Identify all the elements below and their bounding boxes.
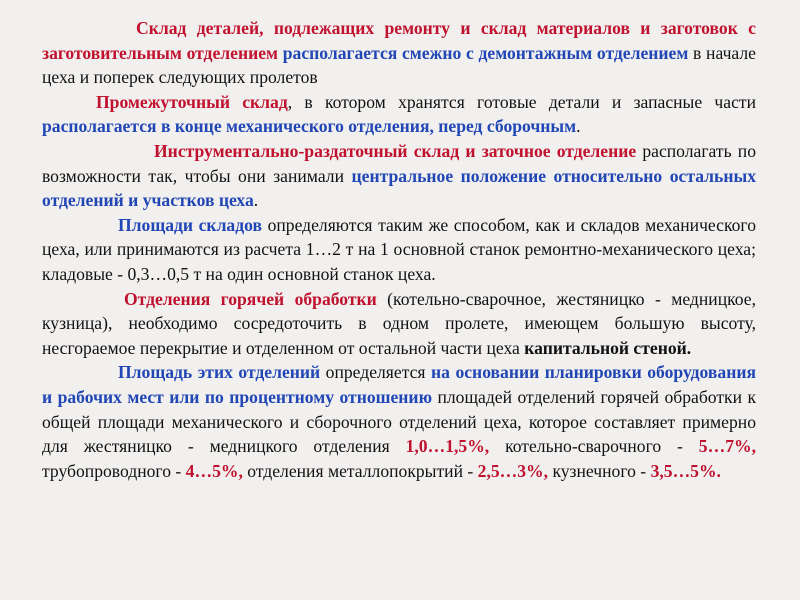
run-3-1: Инструментально-раздаточный склад и заточное отделение: [154, 140, 637, 161]
run-5-3: капитальной стеной.: [524, 337, 692, 358]
run-6-4: площадей отделений горячей обработки к общей площади механического и сборочного отделений цеха, которое составляет примерно для жестяницко - медницкого отделения: [42, 386, 756, 457]
paragraph-1: [42, 16, 756, 90]
run-2-2: , в котором хранятся готовые детали и запасные части: [287, 91, 757, 112]
run-4-2: определяются таким же способом, как и складов механического цеха, или принимаются из расчета 1…2 т на 1 основной станок ремонтно-механического цеха; кладовые - 0,3…0,5 т на один основной станок цеха.: [42, 214, 757, 284]
run-3-4: .: [253, 190, 259, 211]
run-1-1: Склад деталей, подлежащих ремонту и склад материалов и заготовок с заготовительным отделением: [42, 18, 756, 63]
run-6-12: кузнечного -: [548, 460, 651, 481]
run-6-11: 2,5…3%,: [477, 460, 549, 481]
run-6-2: определяется: [320, 362, 432, 383]
paragraph-6: [42, 360, 756, 483]
run-3-3: центральное положение относительно остальных отделений и участков цеха: [42, 165, 757, 211]
run-6-9: 4…5%,: [185, 460, 243, 481]
run-6-7: 5…7%,: [698, 436, 756, 457]
paragraph-3: [42, 139, 756, 213]
run-1-2: располагается смежно с демонтажным отделением: [282, 42, 689, 63]
run-2-3: располагается в конце механического отделения, перед сборочным: [42, 116, 577, 137]
run-6-10: отделения металлопокрытий -: [242, 460, 478, 481]
run-5-2: (котельно-сварочное, жестяницко - медницкое, кузница), необходимо сосредоточить в одном пролете, имеющем большую высоту, несгораемое перекрытие и отделенном от остальной части цеха: [42, 288, 756, 358]
paragraph-5: [42, 287, 756, 361]
run-3-2: располагать по возможности так, чтобы они занимали: [42, 140, 757, 186]
run-6-13: 3,5…5%.: [650, 460, 721, 481]
run-1-3: в начале цеха и поперек следующих пролетов: [42, 42, 756, 88]
run-6-8: трубопроводного -: [42, 460, 186, 481]
run-5-1: Отделения горячей обработки: [124, 288, 377, 309]
run-6-3: на основании планировки оборудования и рабочих мест или по процентному отношению: [42, 362, 757, 407]
run-2-1: Промежуточный склад: [96, 91, 288, 112]
paragraph-4: [42, 213, 756, 287]
run-6-1: Площадь этих отделений: [118, 362, 321, 383]
run-6-5: 1,0…1,5%,: [405, 436, 490, 457]
run-6-6: котельно-сварочного -: [489, 436, 699, 457]
run-2-4: .: [576, 116, 581, 137]
run-4-1: Площади складов: [118, 214, 262, 235]
paragraph-2: [42, 90, 756, 139]
